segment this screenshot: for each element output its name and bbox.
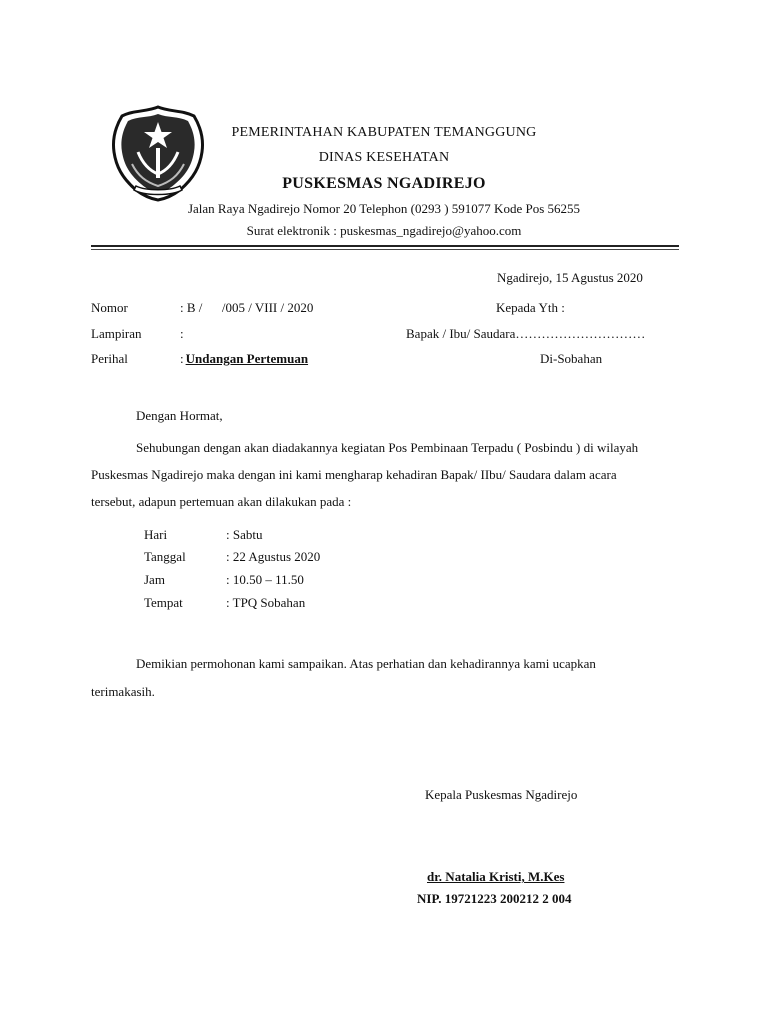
closing-paragraph: Demikian permohonan kami sampaikan. Atas perhatian dan kehadirannya kami ucapkan terimakasih.	[91, 656, 596, 699]
detail-value-tanggal: : 22 Agustus 2020	[226, 549, 321, 564]
signature-title: Kepala Puskesmas Ngadirejo	[425, 787, 578, 802]
detail-label-tempat: Tempat	[144, 595, 183, 610]
detail-value-hari: : Sabtu	[226, 527, 263, 542]
letterhead-address: Jalan Raya Ngadirejo Nomor 20 Telephon (0293 ) 591077 Kode Pos 56255	[187, 201, 581, 216]
recipient-place: Di-Sobahan	[540, 351, 603, 366]
signature-nip: NIP. 19721223 200212 2 004	[417, 891, 572, 906]
letterhead-department: DINAS KESEHATAN	[318, 150, 450, 165]
perihal-value: Undangan Pertemuan	[185, 351, 309, 366]
letter-date: Ngadirejo, 15 Agustus 2020	[497, 270, 643, 285]
detail-label-tanggal: Tanggal	[144, 549, 186, 564]
detail-value-tempat: : TPQ Sobahan	[226, 595, 306, 610]
body-paragraph: Sehubungan dengan akan diadakannya kegiatan Pos Pembinaan Terpadu ( Posbindu ) di wilayah Puskesmas Ngadirejo maka dengan ini kami mengharap kehadiran Bapak/ IIbu/ Saudara dalam acara tersebut, adapun pertemuan akan dilakukan pada :	[91, 440, 639, 509]
lampiran-value: :	[180, 326, 184, 341]
nomor-value: : B / /005 / VIII / 2020	[180, 300, 314, 315]
lampiran-label: Lampiran	[91, 326, 142, 341]
recipient-name: Bapak / Ibu/ Saudara…………………………	[406, 326, 646, 341]
detail-value-jam: : 10.50 – 11.50	[226, 572, 304, 587]
letterhead-email: Surat elektronik : puskesmas_ngadirejo@yahoo.com	[246, 223, 522, 238]
nomor-label: Nomor	[91, 300, 128, 315]
recipient-kepada: Kepada Yth :	[496, 300, 565, 315]
greeting: Dengan Hormat,	[136, 408, 223, 423]
detail-label-hari: Hari	[144, 527, 168, 542]
letterhead-government: PEMERINTAHAN KABUPATEN TEMANGGUNG	[231, 125, 537, 140]
letterhead-rule-thin	[91, 249, 679, 250]
signature-name: dr. Natalia Kristi, M.Kes	[427, 869, 565, 884]
perihal-label: Perihal	[91, 351, 128, 366]
detail-label-jam: Jam	[144, 572, 165, 587]
perihal-colon: :	[180, 351, 184, 366]
letterhead-institution: PUSKESMAS NGADIREJO	[282, 175, 486, 192]
letterhead-rule-thick	[91, 245, 679, 247]
perihal-row	[180, 351, 308, 367]
